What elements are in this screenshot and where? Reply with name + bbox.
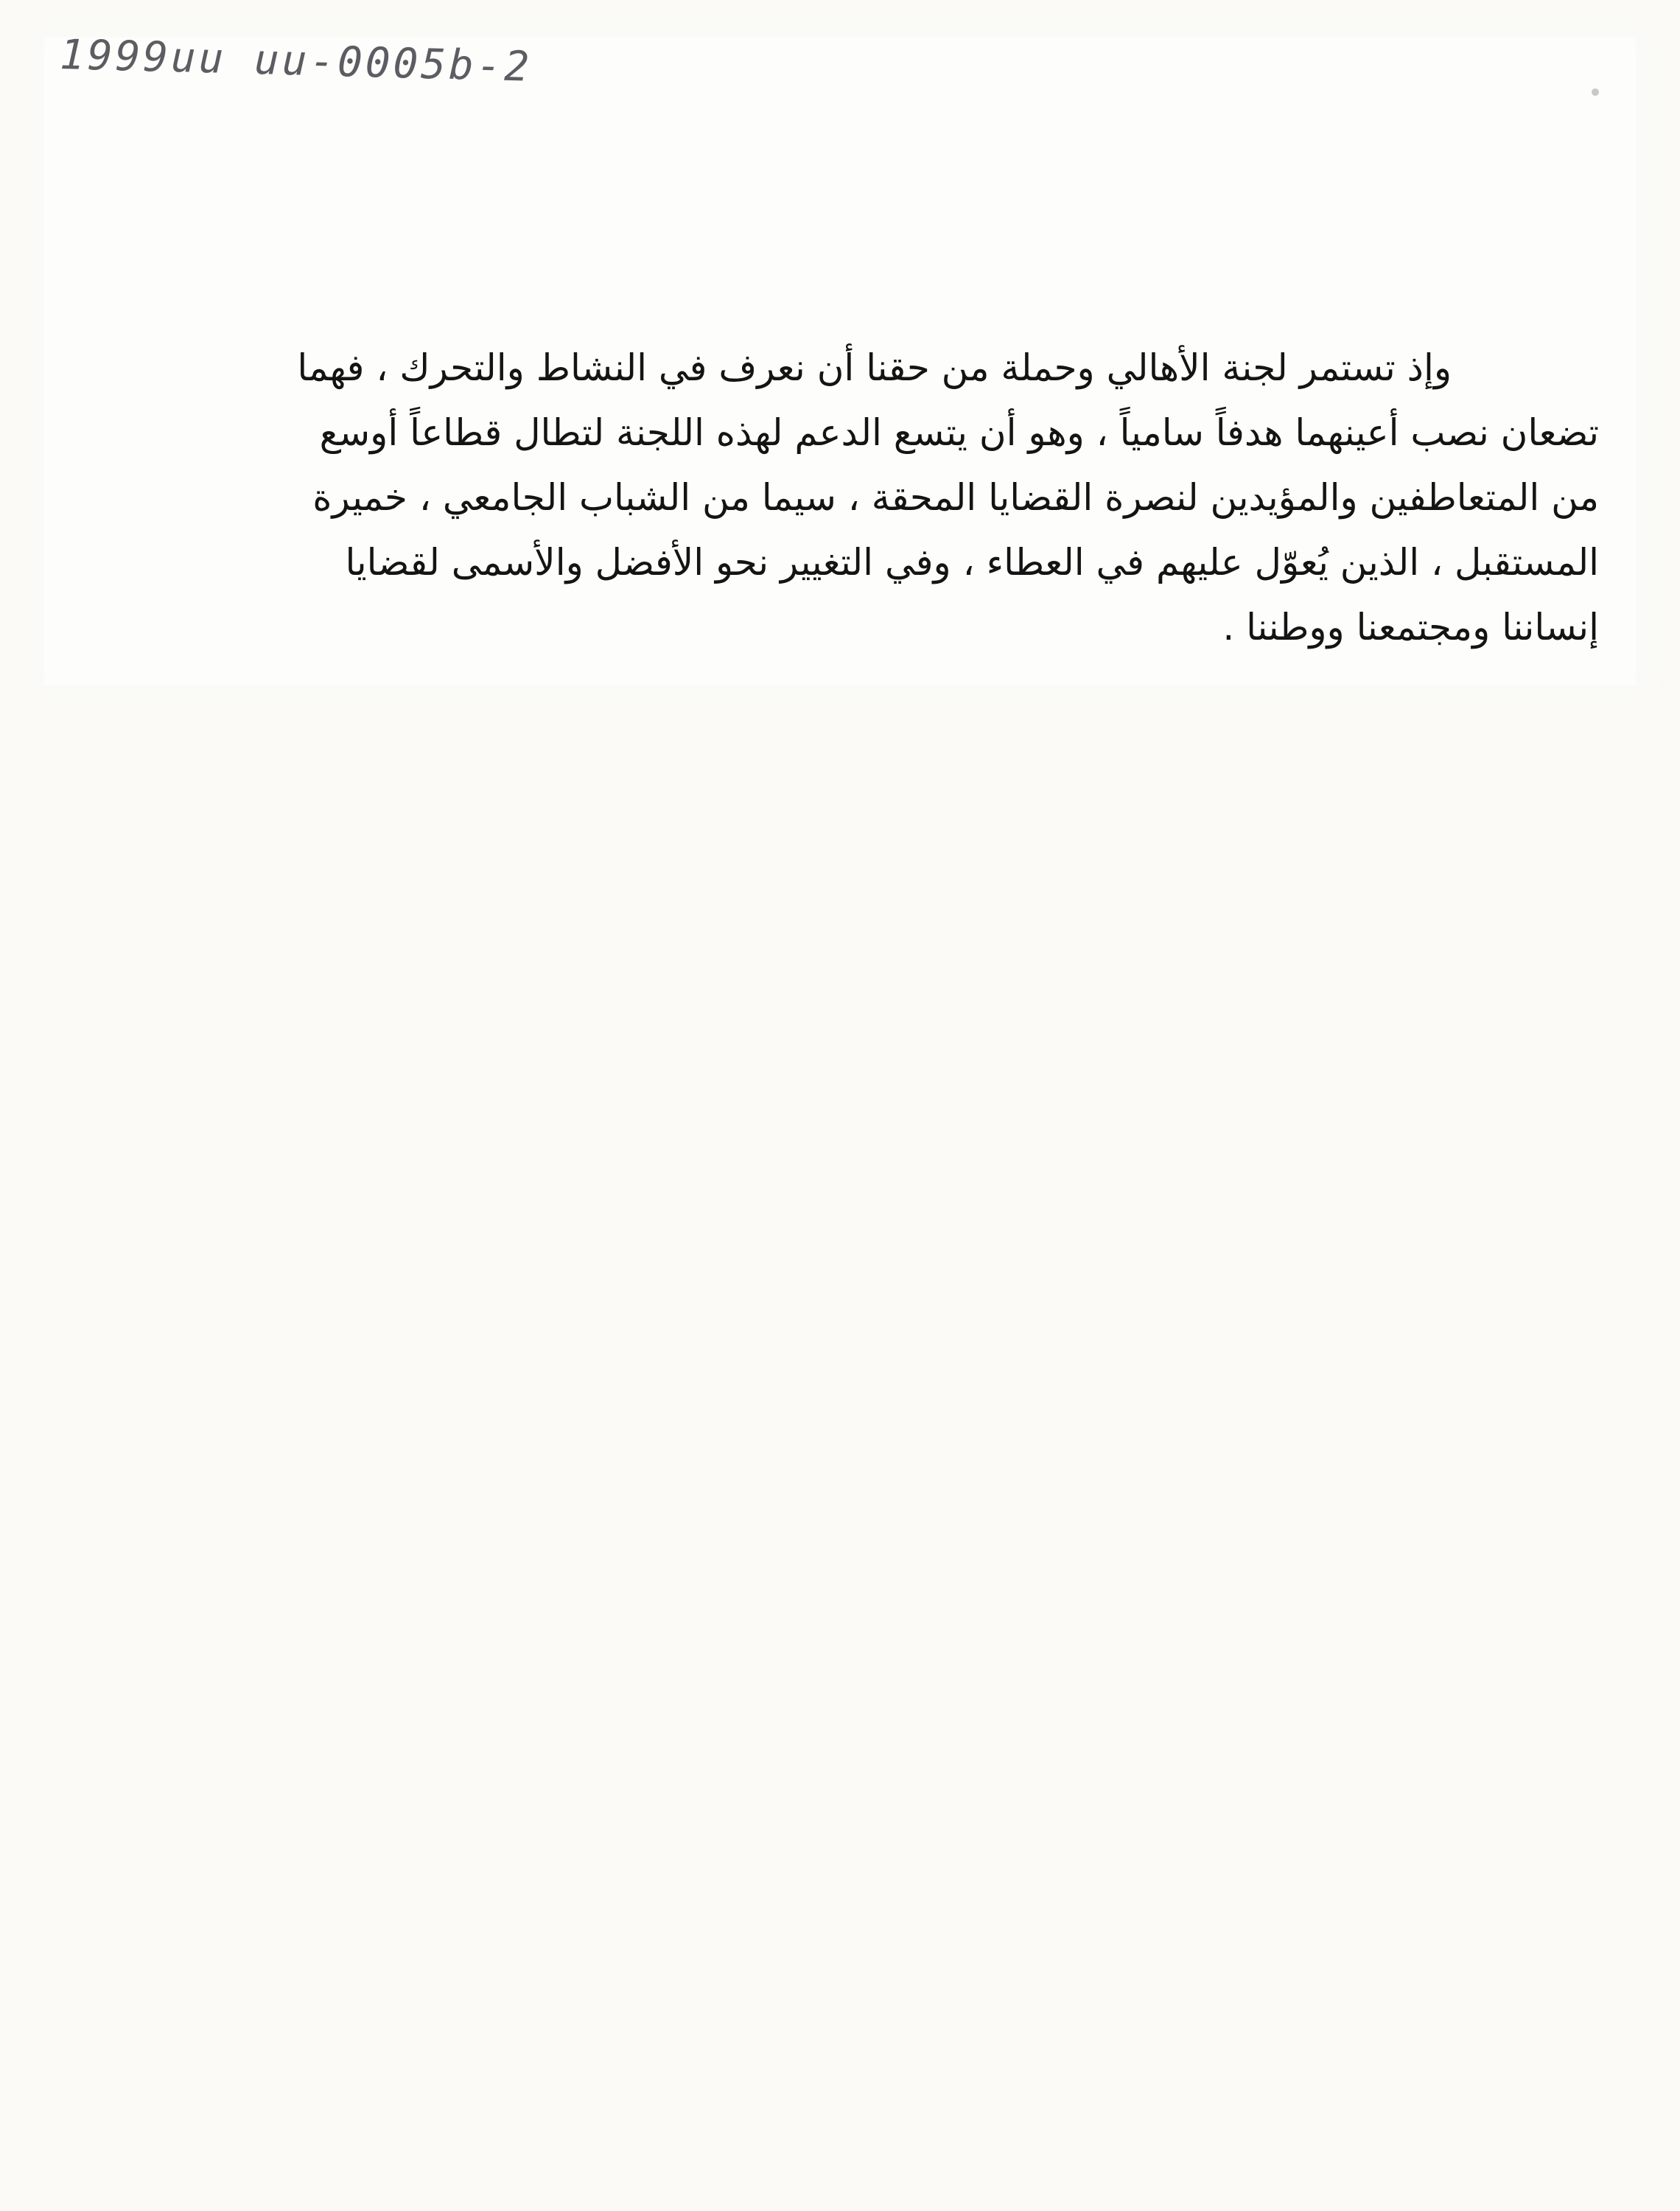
body-paragraph xyxy=(133,335,1599,660)
paragraph-line: وإذ تستمر لجنة الأهالي وحملة من حقنا أن نعرف في النشاط والتحرك ، فهما xyxy=(297,346,1452,389)
paragraph-line: من المتعاطفين والمؤيدين لنصرة القضايا المحقة ، سيما من الشباب الجامعي ، خميرة xyxy=(312,476,1599,519)
paragraph-line: المستقبل ، الذين يُعوّل عليهم في العطاء ، وفي التغيير نحو الأفضل والأسمى لقضايا xyxy=(345,541,1599,584)
paragraph-line: تضعان نصب أعينهما هدفاً سامياً ، وهو أن يتسع الدعم لهذه اللجنة لتطال قطاعاً أوسع xyxy=(319,411,1599,454)
handwritten-document-id: 1999uu uu-0005b-2 xyxy=(59,31,533,91)
paper-speck xyxy=(1592,88,1599,96)
paragraph-line: إنساننا ومجتمعنا ووطننا . xyxy=(1222,606,1599,649)
